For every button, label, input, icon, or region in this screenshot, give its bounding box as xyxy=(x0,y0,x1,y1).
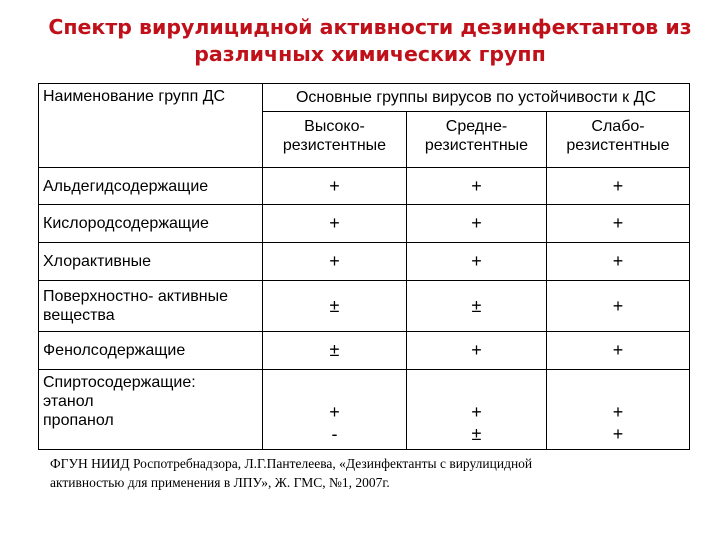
cell-low xyxy=(547,370,690,450)
cell-low: + xyxy=(547,332,690,370)
row-name: Фенолсодержащие xyxy=(39,332,263,370)
cell-high: + xyxy=(263,168,407,205)
cell-mid-propanol: ± xyxy=(471,424,482,444)
row-name-line1: Спиртосодержащие: xyxy=(43,374,196,391)
cell-low-ethanol: + xyxy=(612,402,624,422)
cell-low: + xyxy=(547,243,690,281)
cell-low: + xyxy=(547,281,690,332)
subheader-low xyxy=(547,112,690,168)
header-row xyxy=(39,84,690,112)
row-name-line3: пропанол xyxy=(43,412,114,429)
cell-low: + xyxy=(547,168,690,205)
slide-title xyxy=(40,14,700,68)
subheader-mid xyxy=(407,112,547,168)
cell-mid: ± xyxy=(407,281,547,332)
cell-low-propanol: + xyxy=(612,424,624,444)
row-name xyxy=(39,370,263,450)
subheader-mid-line1: Средне- xyxy=(445,118,508,135)
cell-high: + xyxy=(263,205,407,243)
row-name-line2: вещества xyxy=(43,307,115,324)
source-citation xyxy=(50,454,670,492)
title-line-1: Спектр вирулицидной активности дезинфектантов из xyxy=(48,15,692,39)
cell-mid: + xyxy=(407,168,547,205)
cell-high xyxy=(263,370,407,450)
table-row xyxy=(39,332,690,370)
cell-high: + xyxy=(263,243,407,281)
table-row xyxy=(39,281,690,332)
row-name-line1: Поверхностно- активные xyxy=(43,288,228,305)
cell-high-propanol: - xyxy=(331,424,338,444)
row-name: Хлорактивные xyxy=(39,243,263,281)
cell-mid: + xyxy=(407,332,547,370)
table-row xyxy=(39,205,690,243)
source-line-1: ФГУН НИИД Роспотребнадзора, Л.Г.Пантелеева, «Дезинфектанты с вирулицидной xyxy=(50,456,533,471)
row-name: Альдегидсодержащие xyxy=(39,168,263,205)
subheader-high-line1: Высоко- xyxy=(304,118,365,135)
table-row xyxy=(39,370,690,450)
subheader-mid-line2: резистентные xyxy=(424,137,529,154)
row-name: Кислородсодержащие xyxy=(39,205,263,243)
title-line-2: различных химических групп xyxy=(194,42,546,66)
group-name-header: Наименование групп ДС xyxy=(39,84,263,168)
cell-low: + xyxy=(547,205,690,243)
source-line-2: активностью для применения в ЛПУ», Ж. ГМС, №1, 2007г. xyxy=(50,475,390,490)
cell-high: ± xyxy=(263,332,407,370)
cell-high-ethanol: + xyxy=(329,402,340,422)
subheader-low-line1: Слабо- xyxy=(591,118,645,135)
cell-mid-ethanol: + xyxy=(471,402,482,422)
virus-groups-header: Основные группы вирусов по устойчивости к ДС xyxy=(263,84,690,112)
cell-high: ± xyxy=(263,281,407,332)
row-name xyxy=(39,281,263,332)
subheader-low-line2: резистентные xyxy=(566,137,670,154)
cell-mid xyxy=(407,370,547,450)
table-row xyxy=(39,243,690,281)
cell-mid: + xyxy=(407,243,547,281)
virucidal-activity-table xyxy=(38,83,690,450)
subheader-high-line2: резистентные xyxy=(282,137,387,154)
subheader-high xyxy=(263,112,407,168)
row-name-line2: этанол xyxy=(43,393,94,410)
cell-mid: + xyxy=(407,205,547,243)
table-row xyxy=(39,168,690,205)
